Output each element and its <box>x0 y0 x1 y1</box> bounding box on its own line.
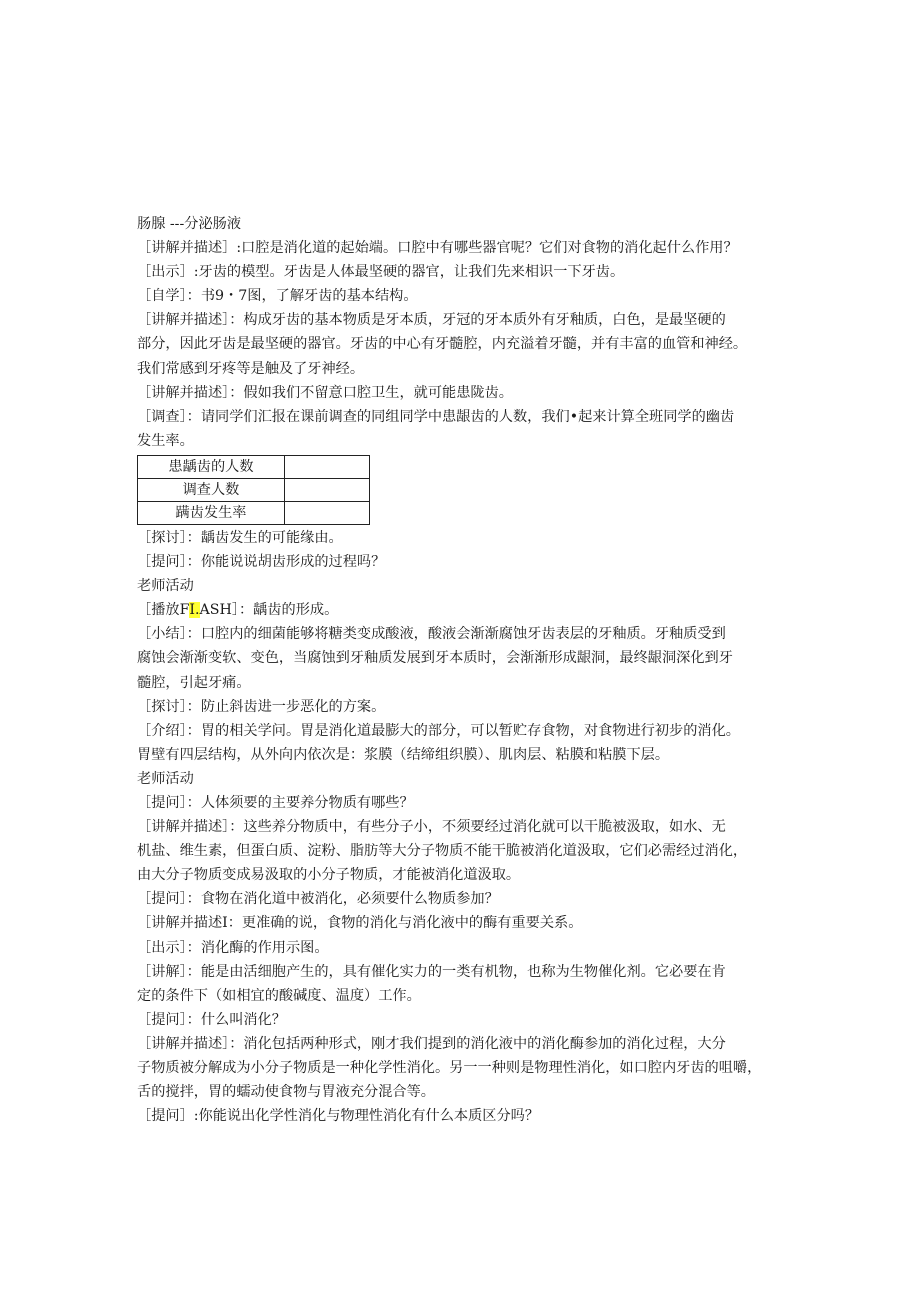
text-line: ［探讨］：防止斜齿进一步恶化的方案。 <box>137 698 386 715</box>
section-label: 老师活动 <box>137 578 194 595</box>
table-cell-value <box>285 501 370 524</box>
text-line: ［讲解并描述I：更准确的说，食物的消化与消化液中的酶有重要关系。 <box>137 915 583 932</box>
text-line: 定的条件下（如相宜的酸碱度、温度）工作。 <box>137 987 421 1004</box>
text-line: ［调查］：请同学们汇报在课前调查的同组同学中患龈齿的人数，我们•起来计算全班同学的幽齿 <box>137 408 735 425</box>
text-line: ［探讨］：龋齿发生的可能缘由。 <box>137 529 343 546</box>
text-line: 舌的搅拌，胃的蠕动使食物与胃液充分混合等。 <box>137 1084 435 1101</box>
text-line: ［出示］:牙齿的模型。牙齿是人体最坚硬的器官，让我们先来相识一下牙齿。 <box>137 264 625 281</box>
table-cell-value <box>285 478 370 501</box>
text-line: ［提问］：人体须要的主要养分物质有哪些？ <box>137 794 414 811</box>
text-line: 子物质被分解成为小分子物质是一种化学性消化。另一一种则是物理性消化，如口腔内牙齿的咀嚼， <box>137 1060 762 1076</box>
text-line: ［讲解并描述］：消化包括两种形式，刚才我们提到的消化液中的消化酶参加的消化过程，大分 <box>137 1035 726 1052</box>
table-row <box>138 478 370 501</box>
text-line: ［介绍］：胃的相关学问。胃是消化道最膨大的部分，可以暂贮存食物，对食物进行初步的消化。 <box>137 722 740 739</box>
table-cell-label: 患龋齿的人数 <box>138 455 285 478</box>
text-line: 胃壁有四层结构，从外向内依次是：浆膜（结缔组织膜）、肌肉层、粘膜和粘膜下层。 <box>137 746 670 763</box>
survey-table <box>137 455 370 525</box>
highlighted-text: I. <box>189 602 200 619</box>
table-row <box>138 501 370 524</box>
text-line: ［讲解］：能是由活细胞产生的，具有催化实力的一类有机物，也称为生物催化剂。它必要在肯 <box>137 963 726 980</box>
table-cell-value <box>285 455 370 478</box>
text-line: ［讲解并描述］：构成牙齿的基本物质是牙本质，牙冠的牙本质外有牙釉质，白色，是最坚硬的 <box>137 312 726 329</box>
text-line: ［出示］：消化酶的作用示图。 <box>137 939 329 956</box>
text-line: 由大分子物质变成易汲取的小分子物质，才能被消化道汲取。 <box>137 867 521 884</box>
table-cell-label: 蹒齿发生率 <box>138 501 285 524</box>
text-line: 髓腔，引起牙痛。 <box>137 674 251 691</box>
text-line: ［小结］：口腔内的细菌能够将糖类变成酸液，酸液会渐渐腐蚀牙齿表层的牙釉质。牙釉质受到 <box>137 626 726 643</box>
section-label: 老师活动 <box>137 770 194 787</box>
text-line: 肠腺 ---分泌肠液 <box>137 216 242 232</box>
text-line <box>137 598 797 622</box>
text-segment: ［播放F <box>137 602 190 619</box>
text-line: ［自学］：书9・7图，了解牙齿的基本结构。 <box>137 288 418 305</box>
document-body <box>137 212 797 1128</box>
text-line: 发生率。 <box>137 432 194 449</box>
text-line: 部分，因此牙齿是最坚硬的器官。牙齿的中心有牙髓腔，内充溢着牙髓，并有丰富的血管和神经。 <box>137 336 748 353</box>
table-row <box>138 455 370 478</box>
text-line: ［讲解并描述］:口腔是消化道的起始端。口腔中有哪些器官呢？它们对食物的消化起什么作用？ <box>137 240 738 257</box>
text-segment: ASH］：龋齿的形成。 <box>199 602 339 619</box>
text-line: ［讲解并描述］：假如我们不留意口腔卫生，就可能患陇齿。 <box>137 384 513 401</box>
text-line: ［提问］：你能说说胡齿形成的过程吗？ <box>137 554 386 571</box>
text-line: 我们常感到牙疼等是触及了牙神经。 <box>137 360 365 377</box>
text-line: ［提问］：食物在消化道中被消化，必须要什么物质参加？ <box>137 891 499 908</box>
text-line: ［提问］:你能说出化学性消化与物理性消化有什么本质区分吗？ <box>137 1108 540 1125</box>
table-cell-label: 调查人数 <box>138 478 285 501</box>
text-line: ［讲解并描述］：这些养分物质中，有些分子小，不须要经过消化就可以干脆被汲取，如水、无 <box>137 819 726 836</box>
text-line: 腐蚀会渐渐变软、变色，当腐蚀到牙釉质发展到牙本质时，会渐渐形成龈洞，最终龈洞深化到牙 <box>137 650 733 667</box>
text-line: ［提问］：什么叫消化？ <box>137 1011 286 1028</box>
text-line: 机盐、维生素，但蛋白质、淀粉、脂肪等大分子物质不能干脆被消化道汲取，它们必需经过消化， <box>137 843 748 860</box>
